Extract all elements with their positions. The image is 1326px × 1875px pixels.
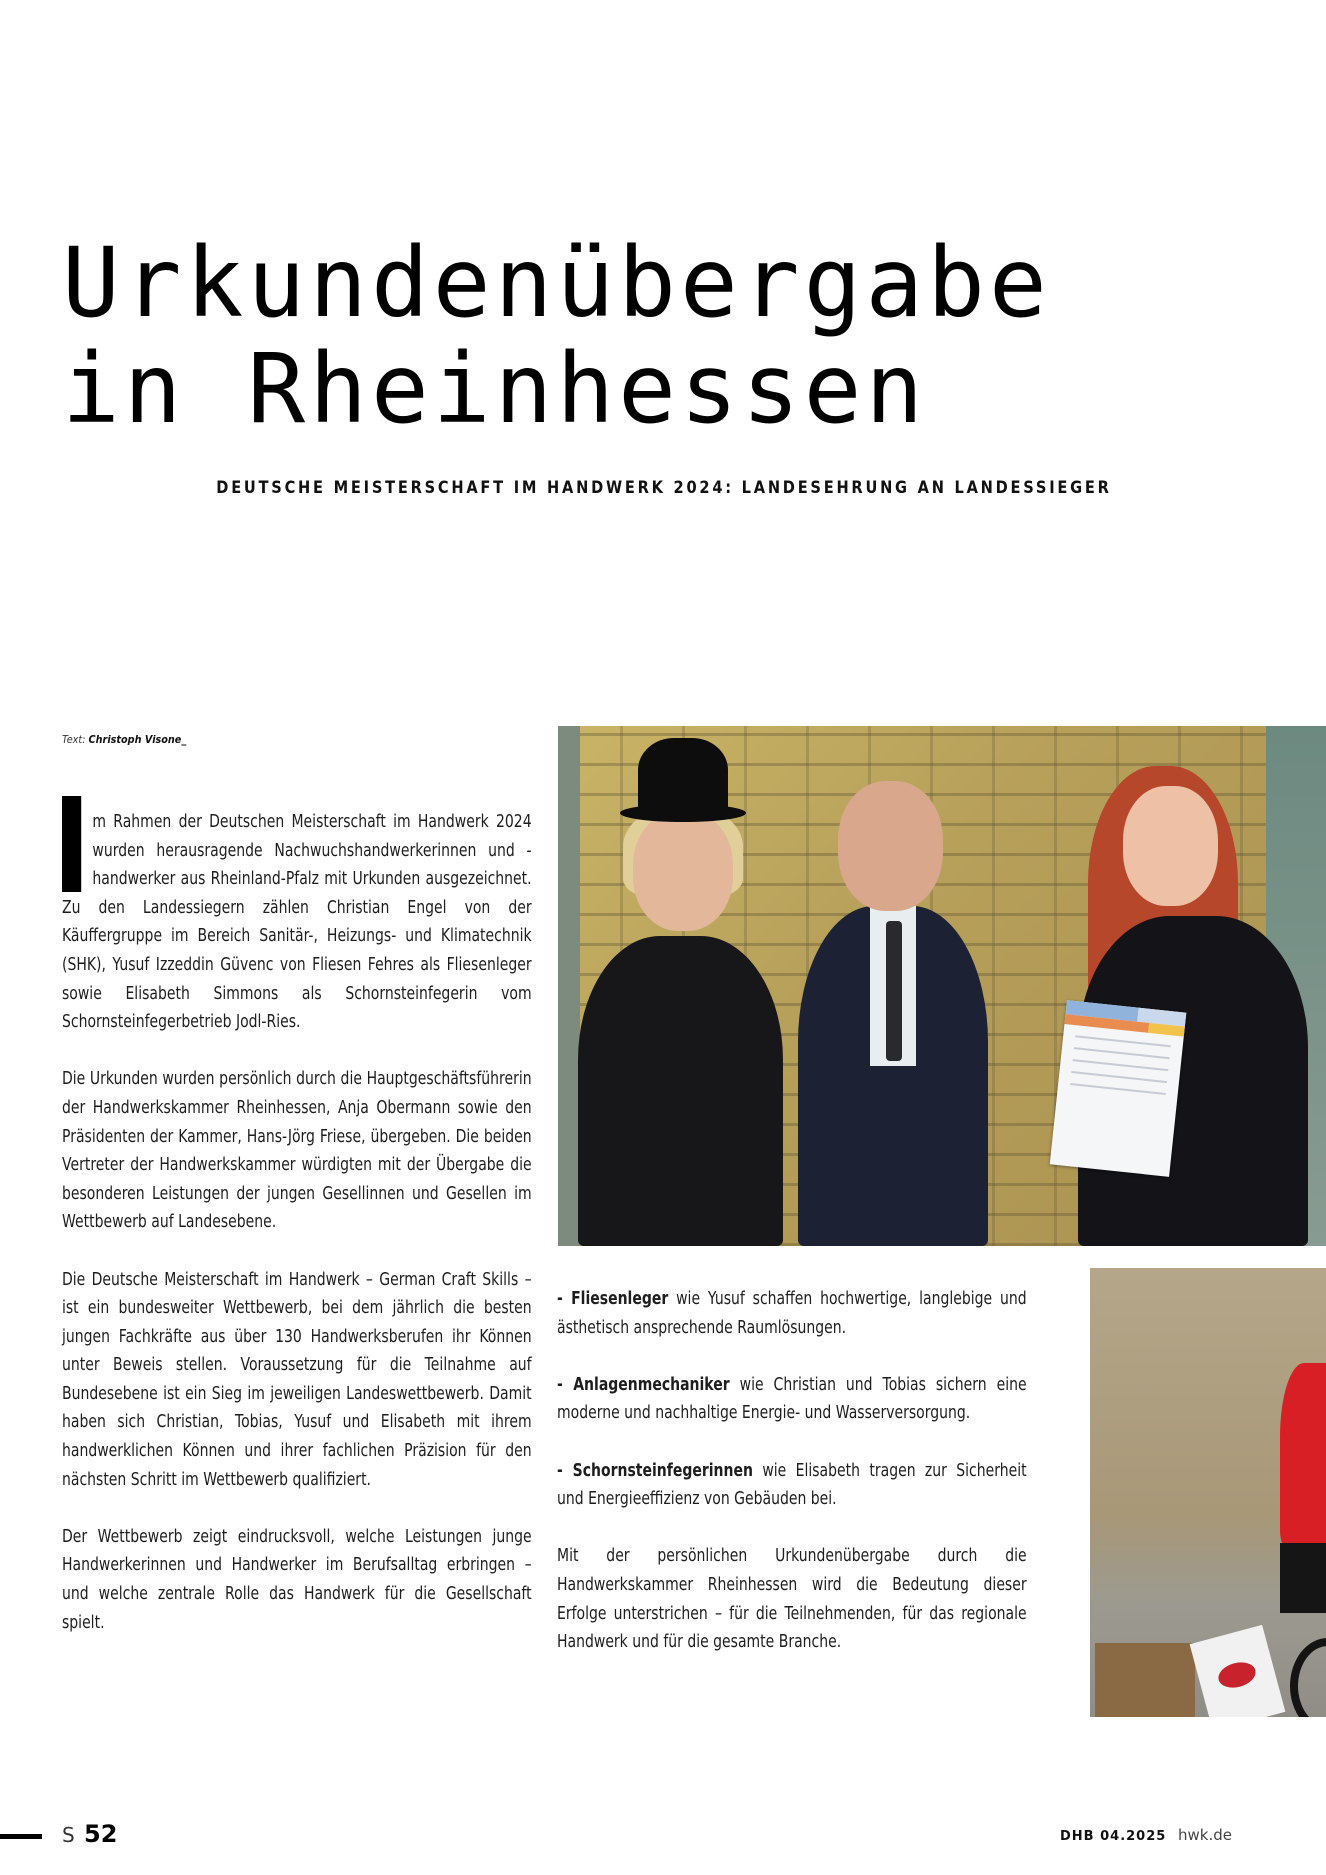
title-line-2: in Rheinhessen bbox=[62, 333, 928, 445]
drop-cap bbox=[62, 796, 81, 892]
list-item-fliesenleger: - Fliesenleger wie Yusuf schaffen hochwertige, langlebige und ästhetisch ansprechende Raumlösungen. bbox=[557, 1289, 1027, 1338]
certificate bbox=[1050, 1000, 1187, 1177]
footer-rule bbox=[0, 1834, 42, 1839]
paragraph-4: Der Wettbewerb zeigt eindrucksvoll, welche Leistungen junge Handwerkerinnen und Handwerker im Berufsalltag erbringen – und welche zentrale Rolle das Handwerk für die Gesellschaft spielt. bbox=[62, 1526, 532, 1633]
person-center-tie bbox=[886, 921, 902, 1061]
worker-red-shirt bbox=[1280, 1363, 1326, 1548]
byline-author: Christoph Visone_ bbox=[88, 733, 187, 746]
person-left-face bbox=[633, 811, 733, 931]
byline-label: Text: bbox=[62, 733, 86, 746]
paragraph-3: Die Deutsche Meisterschaft im Handwerk – German Craft Skills – ist ein bundesweiter Wettbewerb, bei dem jährlich die besten jungen Fachkräfte aus über 130 Handwerksberufen ihr Können unter Beweis stellen. Voraussetzung für die Teilnahme auf Bundesebene ist ein Sieg im jeweiligen Landeswettbewerb. Damit haben sich Christian, Tobias, Yusuf und Elisabeth mit ihrem handwerklichen Können und ihrer fachlichen Präzision für den nächsten Schritt im Wettbewerb qualifiziert. bbox=[62, 1269, 532, 1490]
cardboard-box bbox=[1095, 1643, 1195, 1717]
site-label: hwk.de bbox=[1178, 1826, 1232, 1844]
paragraph-closing: Mit der persönlichen Urkundenübergabe durch die Handwerkskammer Rheinhessen wird die Bedeutung dieser Erfolge unterstrichen – für die Teilnehmenden, für das regionale Handwerk und für die gesamte Branche. bbox=[557, 1546, 1027, 1653]
person-center-face bbox=[838, 781, 943, 911]
paragraph-intro: m Rahmen der Deutschen Meisterschaft im Handwerk 2024 wurden herausragende Nachwuchshandwerkerinnen und -handwerker aus Rheinland-Pfalz mit Urkunden ausgezeichnet. Zu den Landessiegern zählen Christian Engel von der Käuffergruppe im Bereich Sanitär-, Heizungs- und Klimatechnik (SHK), Yusuf Izzeddin Güvenc von Fliesen Fehres als Fliesenleger sowie Elisabeth Simmons als Schornsteinfegerin vom Schornsteinfegerbetrieb Jodl-Ries. bbox=[62, 808, 532, 1037]
main-photo bbox=[558, 726, 1326, 1246]
person-left-uniform bbox=[578, 936, 783, 1246]
title-line-1: Urkundenübergabe bbox=[62, 227, 1051, 339]
issue-label: DHB 04.2025 bbox=[1060, 1829, 1167, 1844]
page-number: 52 bbox=[84, 1820, 118, 1848]
right-column bbox=[557, 1285, 1027, 1685]
secondary-photo bbox=[1090, 1268, 1326, 1717]
article-title bbox=[62, 227, 1051, 445]
person-right-face bbox=[1123, 786, 1218, 906]
list-item-schornsteinfegerinnen: - Schornsteinfegerinnen wie Elisabeth tragen zur Sicherheit und Energieeffizienz von Gebäuden bei. bbox=[557, 1460, 1027, 1510]
footer-section-letter: S bbox=[62, 1823, 75, 1847]
worker-pants bbox=[1280, 1543, 1326, 1613]
top-hat bbox=[638, 738, 728, 818]
photo-window-left bbox=[558, 726, 580, 1246]
left-column bbox=[62, 808, 532, 1666]
article-subtitle: DEUTSCHE MEISTERSCHAFT IM HANDWERK 2024: LANDESEHRUNG AN LANDESSIEGER bbox=[216, 478, 1112, 498]
list-item-anlagenmechaniker: - Anlagenmechaniker wie Christian und Tobias sichern eine moderne und nachhaltige Energie- und Wasserversorgung. bbox=[557, 1374, 1027, 1424]
bucket bbox=[1290, 1638, 1326, 1717]
paragraph-2: Die Urkunden wurden persönlich durch die Hauptgeschäftsführerin der Handwerkskammer Rheinhessen, Anja Obermann sowie den Präsidenten der Kammer, Hans-Jörg Friese, übergeben. Die beiden Vertreter der Handwerkskammer würdigten mit der Übergabe die besonderen Leistungen der jungen Gesellinnen und Gesellen im Wettbewerb auf Landesebene. bbox=[62, 1069, 532, 1233]
byline bbox=[62, 733, 186, 746]
